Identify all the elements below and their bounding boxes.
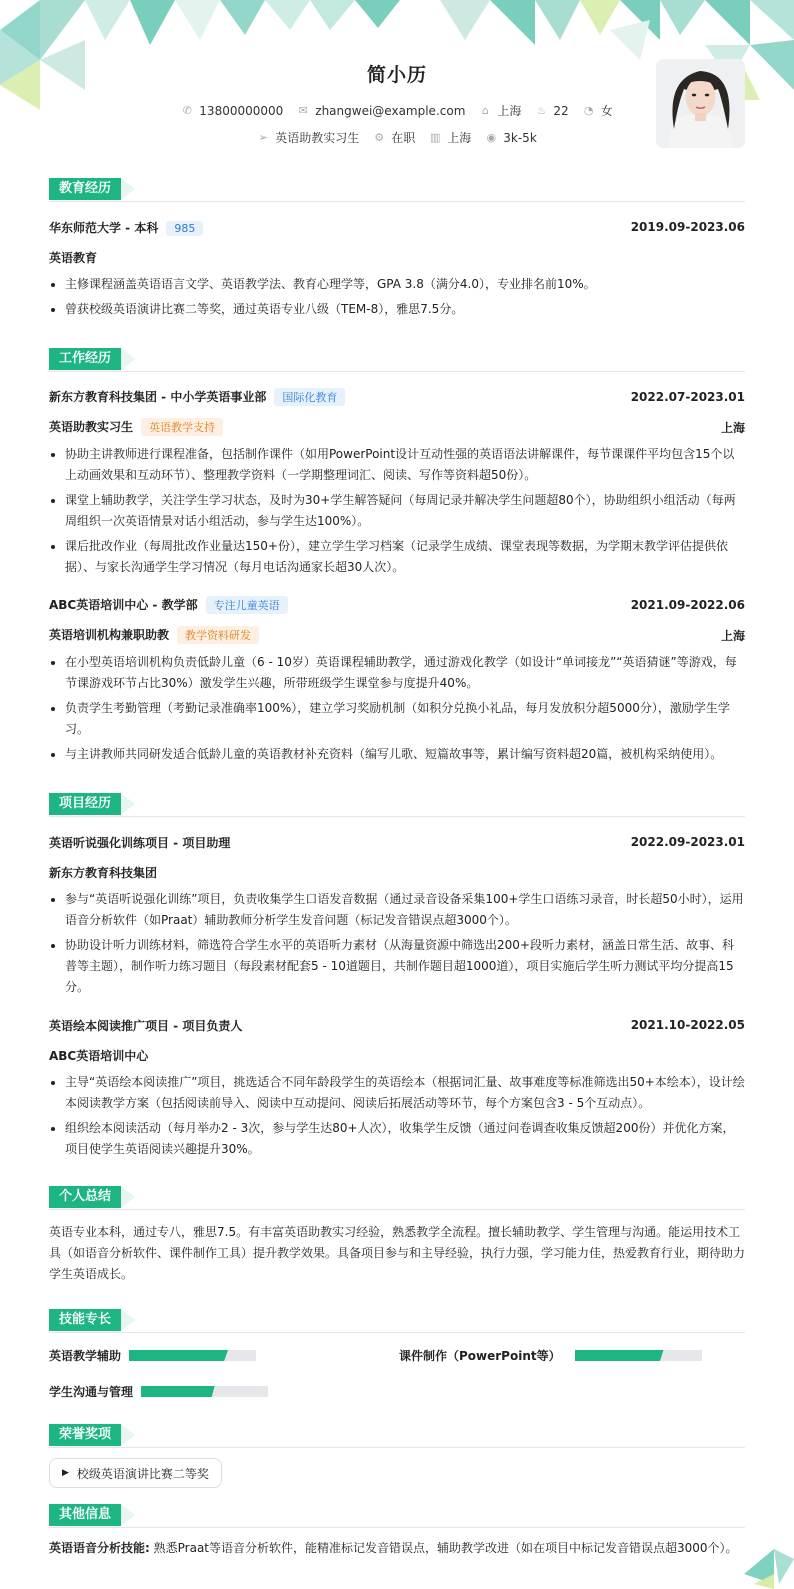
list-item: 协助主讲教师进行课程准备，包括制作课件（如用PowerPoint设计互动性强的英语语法讲解课件，每节课课件平均包含15个以上动画效果和互动环节）、整理教学资料（一学期整理词汇、阅读、写作等资料超50份）。 bbox=[49, 444, 745, 486]
education-title: 教育经历 bbox=[49, 178, 121, 200]
honors-title: 荣誉奖项 bbox=[49, 1424, 121, 1446]
list-item: 课堂上辅助教学，关注学生学习状态，及时为30+学生解答疑问（每周记录并解决学生问题超80个），协助组织小组活动（每两周组织一次英语情景对话小组活动，参与学生达100%）。 bbox=[49, 490, 745, 532]
list-item: 曾获校级英语演讲比赛二等奖，通过英语专业八级（TEM-8），雅思7.5分。 bbox=[49, 299, 745, 320]
major bbox=[49, 244, 745, 270]
skills-row bbox=[49, 1383, 745, 1400]
work-bullets bbox=[49, 444, 745, 578]
education-bullets bbox=[49, 274, 745, 320]
list-item: 组织绘本阅读活动（每月举办2 - 3次，参与学生达80+人次），收集学生反馈（通过问卷调查收集反馈超200份）并优化方案，项目使学生英语阅读兴趣提升30%。 bbox=[49, 1118, 745, 1160]
skill-item bbox=[49, 1383, 268, 1400]
other-title: 其他信息 bbox=[49, 1504, 121, 1526]
coin-icon: ◉ bbox=[486, 131, 497, 144]
project-date: 2022.09-2023.01 bbox=[630, 835, 745, 849]
skill-name: 学生沟通与管理 bbox=[49, 1385, 134, 1399]
list-item: 在小型英语培训机构负责低龄儿童（6 - 10岁）英语课程辅助教学，通过游戏化教学（如设计“单词接龙”“英语猜谜”等游戏，每节课游戏环节占比30%）激发学生兴趣，所带班级学生课堂参与度提升40%。 bbox=[49, 652, 745, 694]
candidate-name: 简小历 bbox=[366, 64, 427, 86]
phone-icon: ✆ bbox=[182, 104, 192, 117]
project-org bbox=[49, 1042, 745, 1068]
skill-item bbox=[49, 1347, 399, 1364]
list-item: 与主讲教师共同研发适合低龄儿童的英语教材补充资料（编写儿歌、短篇故事等，累计编写资料超20篇，被机构采纳使用）。 bbox=[49, 744, 745, 765]
work-location: 上海 bbox=[720, 420, 745, 435]
education-section bbox=[49, 176, 745, 320]
list-item: 参与“英语听说强化训练”项目，负责收集学生口语发音数据（通过录音设备采集100+学生口语练习录音，时长超50小时），运用语音分析软件（如Praat）辅助教师分析学生发音问题（标记发音错误点超3000个）。 bbox=[49, 889, 745, 931]
role-name: 英语培训机构兼职助教 bbox=[49, 628, 170, 642]
education-entry-head bbox=[49, 214, 745, 240]
age-item bbox=[535, 104, 568, 118]
work-entry-head bbox=[49, 592, 745, 618]
skill-bar-fill bbox=[129, 1350, 228, 1361]
target-city-text: 上海 bbox=[447, 131, 472, 145]
send-icon: ➢ bbox=[258, 131, 268, 144]
education-date: 2019.09-2023.06 bbox=[630, 220, 745, 234]
skill-name: 课件制作（PowerPoint等） bbox=[399, 1349, 561, 1363]
target-job-item bbox=[257, 129, 359, 146]
section-title bbox=[49, 1422, 745, 1448]
gender-text: 女 bbox=[600, 104, 613, 118]
award-text: 校级英语演讲比赛二等奖 bbox=[76, 1466, 209, 1481]
honors-section bbox=[49, 1422, 745, 1488]
cake-icon: ♨ bbox=[536, 104, 547, 117]
skill-bar bbox=[575, 1350, 702, 1361]
gender-item bbox=[583, 102, 613, 119]
mail-icon: ✉ bbox=[298, 104, 308, 117]
other-info bbox=[49, 1538, 745, 1559]
skill-bar-fill bbox=[575, 1350, 664, 1361]
work-date: 2021.09-2022.06 bbox=[630, 598, 745, 612]
project-org bbox=[49, 859, 745, 885]
section-title bbox=[49, 1184, 745, 1210]
project-title: 项目经历 bbox=[49, 793, 121, 815]
project-section bbox=[49, 791, 745, 1160]
other-section bbox=[49, 1502, 745, 1559]
role-tag: 英语教学支持 bbox=[141, 418, 223, 436]
work-section bbox=[49, 346, 745, 765]
list-item: 协助设计听力训练材料，筛选符合学生水平的英语听力素材（从海量资源中筛选出200+段听力素材，涵盖日常生活、故事、科普等主题），制作听力练习题目（每段素材配套5 - 10道题目，共制作题目超1000道），项目实施后学生听力测试平均分提高15分。 bbox=[49, 935, 745, 998]
work-role-row bbox=[49, 414, 745, 440]
project-org-text: ABC英语培训中心 bbox=[49, 1048, 149, 1063]
summary-title: 个人总结 bbox=[49, 1186, 121, 1208]
resume-header bbox=[49, 0, 745, 166]
work-entry-head bbox=[49, 384, 745, 410]
list-item: 主导“英语绘本阅读推广”项目，挑选适合不同年龄段学生的英语绘本（根据词汇量、故事难度等标准筛选出50+本绘本），设计绘本阅读教学方案（包括阅读前导入、阅读中互动提问、阅读后拓展活动等环节，每个方案包含3 - 5个互动点）。 bbox=[49, 1072, 745, 1114]
project-bullets bbox=[49, 889, 745, 998]
work-bullets bbox=[49, 652, 745, 765]
school-tag: 985 bbox=[166, 221, 203, 236]
status-text: 在职 bbox=[391, 131, 416, 145]
contact-row bbox=[49, 102, 745, 119]
skills-row bbox=[49, 1347, 745, 1364]
building-icon: ▥ bbox=[430, 131, 441, 144]
project-entry-head bbox=[49, 1012, 745, 1038]
work-date: 2022.07-2023.01 bbox=[630, 390, 745, 404]
section-title bbox=[49, 176, 745, 202]
phone-text: 13800000000 bbox=[199, 103, 284, 118]
skill-bar bbox=[141, 1386, 268, 1397]
avatar bbox=[656, 59, 745, 148]
project-name: 英语绘本阅读推广项目 - 项目负责人 bbox=[49, 1018, 243, 1033]
summary-text: 英语专业本科，通过专八，雅思7.5。有丰富英语助教实习经验，熟悉教学全流程。擅长辅助教学、学生管理与沟通。能运用技术工具（如语音分析软件、课件制作工具）提升教学效果。具备项目参与和主导经验，执行力强，学习能力佳，热爱教育行业，期待助力学生英语成长。 bbox=[49, 1225, 746, 1281]
skill-bar bbox=[129, 1350, 256, 1361]
section-title bbox=[49, 346, 745, 372]
school-name: 华东师范大学 - 本科 bbox=[49, 220, 159, 235]
skill-bar-fill bbox=[141, 1386, 215, 1397]
company-name: ABC英语培训中心 - 教学部 bbox=[49, 598, 198, 612]
gear-icon: ⚙ bbox=[374, 131, 385, 144]
company-tag: 国际化教育 bbox=[274, 388, 345, 406]
work-role-row bbox=[49, 622, 745, 648]
project-name: 英语听说强化训练项目 - 项目助理 bbox=[49, 835, 231, 850]
project-date: 2021.10-2022.05 bbox=[630, 1018, 745, 1032]
work-title: 工作经历 bbox=[49, 348, 121, 370]
summary-section bbox=[49, 1184, 745, 1285]
skills-title: 技能专长 bbox=[49, 1309, 121, 1331]
city-text: 上海 bbox=[497, 104, 522, 118]
project-bullets bbox=[49, 1072, 745, 1160]
section-title bbox=[49, 1502, 745, 1528]
job-intent-row bbox=[49, 129, 745, 146]
status-item bbox=[373, 129, 415, 146]
home-icon: ⌂ bbox=[481, 104, 489, 117]
skill-name: 英语教学辅助 bbox=[49, 1349, 122, 1363]
major-text: 英语教育 bbox=[49, 250, 98, 265]
play-icon: ▶ bbox=[62, 1468, 69, 1478]
list-item: 负责学生考勤管理（考勤记录准确率100%），建立学习奖励机制（如积分兑换小礼品，每月发放积分超5000分），激励学生学习。 bbox=[49, 698, 745, 740]
role-tag: 教学资料研发 bbox=[177, 626, 259, 644]
section-title bbox=[49, 1307, 745, 1333]
award-badge bbox=[49, 1458, 222, 1488]
company-name: 新东方教育科技集团 - 中小学英语事业部 bbox=[49, 390, 267, 404]
city-item bbox=[479, 102, 521, 119]
gender-icon: ◔ bbox=[583, 104, 594, 117]
salary-text: 3k-5k bbox=[503, 130, 537, 145]
role-name: 英语助教实习生 bbox=[49, 420, 134, 434]
section-title bbox=[49, 791, 745, 817]
skill-item bbox=[399, 1347, 702, 1364]
other-label: 英语语音分析技能: bbox=[49, 1541, 150, 1555]
age-text: 22 bbox=[553, 103, 569, 118]
phone-item bbox=[181, 104, 283, 118]
project-org-text: 新东方教育科技集团 bbox=[49, 865, 158, 880]
list-item: 课后批改作业（每周批改作业量达150+份），建立学生学习档案（记录学生成绩、课堂表现等数据，为学期末教学评估提供依据）、与家长沟通学生学习情况（每月电话沟通家长超30人次）。 bbox=[49, 536, 745, 578]
email-item bbox=[297, 104, 465, 118]
work-location: 上海 bbox=[720, 628, 745, 643]
other-text: 熟悉Praat等语音分析软件，能精准标记发音错误点，辅助教学改进（如在项目中标记发音错误点超3000个）。 bbox=[153, 1541, 738, 1555]
target-job-text: 英语助教实习生 bbox=[275, 131, 360, 145]
salary-item bbox=[485, 131, 537, 145]
target-city-item bbox=[429, 129, 471, 146]
list-item: 主修课程涵盖英语语言文学、英语教学法、教育心理学等，GPA 3.8（满分4.0），专业排名前10%。 bbox=[49, 274, 745, 295]
skills-section bbox=[49, 1307, 745, 1400]
company-tag: 专注儿童英语 bbox=[206, 596, 288, 614]
email-text: zhangwei@example.com bbox=[315, 103, 466, 118]
project-entry-head bbox=[49, 829, 745, 855]
